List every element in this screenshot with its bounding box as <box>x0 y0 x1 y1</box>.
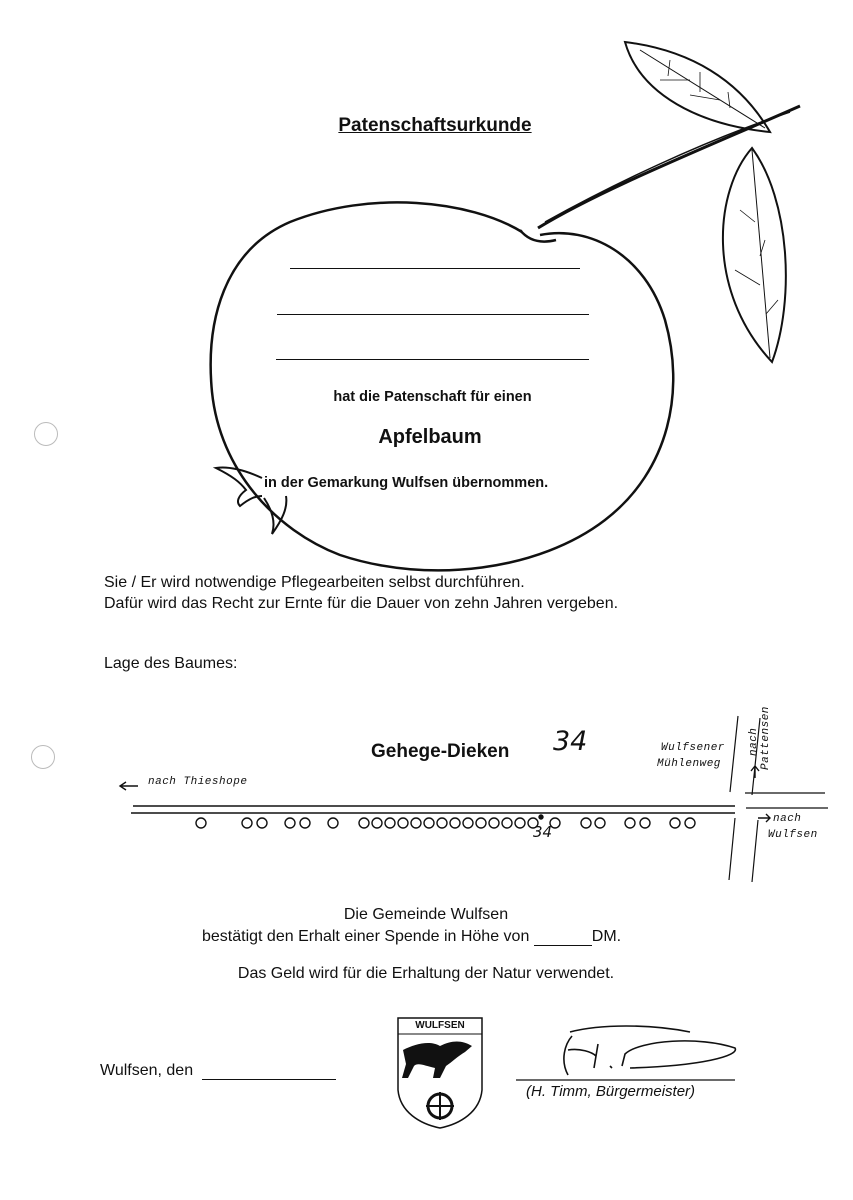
sponsorship-text: hat die Patenschaft für einen <box>333 389 532 405</box>
tree-marker <box>437 818 447 828</box>
tree-marker <box>359 818 369 828</box>
tree-marker <box>196 818 206 828</box>
terms-line-2: Dafür wird das Recht zur Ernte für die Dauer von zehn Jahren vergeben. <box>104 595 619 612</box>
road-name: Gehege-Dieken <box>371 741 510 762</box>
east-direction-label-1: nach <box>773 813 802 825</box>
punch-hole-top <box>34 422 58 446</box>
punch-hole-bottom <box>31 745 55 769</box>
terms-line-1: Sie / Er wird notwendige Pflegearbeiten selbst durchführen. <box>104 574 525 591</box>
donation-currency: DM. <box>591 928 622 945</box>
purpose-text: Das Geld wird für die Erhaltung der Natur verwendet. <box>237 965 615 982</box>
north-label-2: Pattensen <box>760 706 772 770</box>
tree-marker <box>242 818 252 828</box>
tree-marker <box>502 818 512 828</box>
donation-text <box>202 928 621 946</box>
north-label-1: nach <box>748 727 760 756</box>
name-line-1[interactable] <box>290 268 580 269</box>
name-line-3[interactable] <box>276 359 589 360</box>
date-blank[interactable] <box>202 1065 336 1080</box>
tree-marker <box>581 818 591 828</box>
tree-marker <box>411 818 421 828</box>
sponsored-tree-marker <box>539 815 543 819</box>
tree-marker <box>398 818 408 828</box>
tree-marker <box>476 818 486 828</box>
west-direction-label: nach Thieshope <box>148 776 248 788</box>
name-line-2[interactable] <box>277 314 589 315</box>
tree-number: 34 <box>553 726 588 757</box>
tree-number-marker: 34 <box>533 823 553 841</box>
tree-marker <box>450 818 460 828</box>
signature <box>564 1026 736 1075</box>
crest-label: WULFSEN <box>415 1020 465 1031</box>
north-direction-label <box>748 706 772 770</box>
tree-type: Apfelbaum <box>378 426 482 448</box>
crest-wolf <box>402 1042 472 1079</box>
tree-marker <box>685 818 695 828</box>
location-label: Lage des Baumes: <box>104 655 238 672</box>
tree-marker <box>670 818 680 828</box>
tree-marker <box>424 818 434 828</box>
street-name-1: Wulfsener <box>661 742 725 754</box>
apple-outline <box>211 202 674 570</box>
tree-marker <box>595 818 605 828</box>
east-direction-label-2: Wulfsen <box>768 829 818 841</box>
tree-marker <box>257 818 267 828</box>
tree-marker <box>385 818 395 828</box>
tree-marker <box>463 818 473 828</box>
place-date <box>100 1062 336 1080</box>
district-text: in der Gemarkung Wulfsen übernommen. <box>264 475 549 491</box>
tree-marker <box>372 818 382 828</box>
street-name-2: Mühlenweg <box>657 758 721 770</box>
tree-marker <box>640 818 650 828</box>
place-date-label: Wulfsen, den <box>100 1062 194 1079</box>
tree-marker <box>515 818 525 828</box>
donation-amount-blank[interactable] <box>534 931 592 946</box>
tree-marker <box>300 818 310 828</box>
donation-prefix: bestätigt den Erhalt einer Spende in Höhe von <box>202 928 530 945</box>
certificate-title: Patenschaftsurkunde <box>338 115 532 136</box>
tree-marker <box>625 818 635 828</box>
tree-marker <box>489 818 499 828</box>
municipality-text: Die Gemeinde Wulfsen <box>343 906 509 923</box>
tree-marker <box>328 818 338 828</box>
leaf-top <box>625 42 770 132</box>
tree-marker <box>285 818 295 828</box>
signer-caption: (H. Timm, Bürgermeister) <box>526 1083 696 1100</box>
